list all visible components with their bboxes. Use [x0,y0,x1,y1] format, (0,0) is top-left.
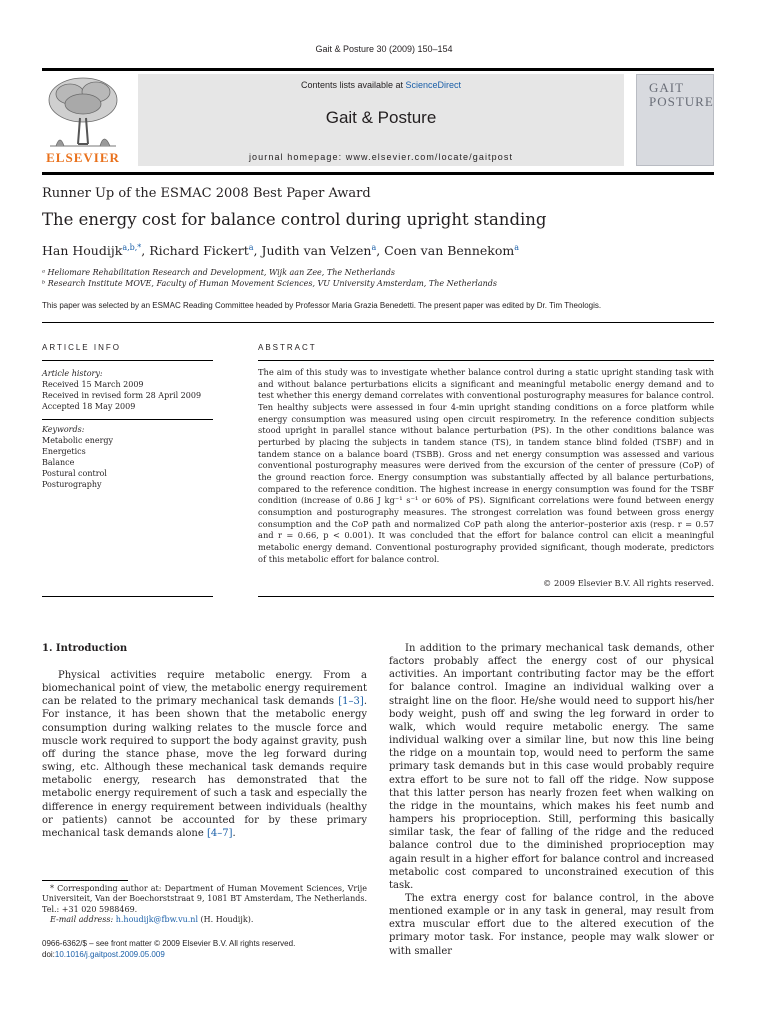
keyword: Energetics [42,447,86,456]
email-suffix: (H. Houdijk). [198,914,254,924]
journal-homepage[interactable]: journal homepage: www.elsevier.com/locate/gaitpost [248,152,514,162]
abstract-copyright: © 2009 Elsevier B.V. All rights reserved. [543,578,714,588]
elsevier-logo [42,74,124,166]
cover-title-line2: POSTURE [649,94,714,109]
accepted-date: Accepted 18 May 2009 [42,402,136,411]
journal-title: Gait & Posture [325,108,437,127]
doi-link[interactable]: 10.1016/j.gaitpost.2009.05.009 [54,950,165,959]
article-info-bottom-rule [42,596,213,597]
email-link[interactable]: h.houdijk@fbw.vu.nl [115,914,199,924]
article-info-rule [42,360,213,361]
introduction-heading: 1. Introduction [42,643,128,654]
award-line: Runner Up of the ESMAC 2008 Best Paper Award [42,186,371,201]
keyword: Posturography [42,480,102,489]
author-affiliation-mark[interactable]: a,b,* [122,243,142,252]
revised-date: Received in revised form 28 April 2009 [42,391,202,400]
article-info-heading: ARTICLE INFO [42,343,121,352]
body-column-right [389,642,714,958]
abstract-text: The aim of this study was to investigate whether balance control during a static upright standing task with and without balance perturbations elicits a significant and meaningful metabolic energy demand and to test whether this energy demand correlates with conventional posturography measures for balance control. Ten healthy subjects were assessed in four 4-min upright standing conditions on a force platform while energy consumption was measured using open circuit respirometry. In the reference condition subjects stood upright in parallel stance without balance perturbation (PS). In the other conditions balance was perturbed by placing the subjects in tandem stance (TS), in tandem stance blind folded (TSBF) and in tandem stance on a balance board (TSBB). Gross and net energy consumption was assessed and various conventional posturography measures were derived from the excursion of the center of pressure (CoP) of the ground reaction force. Energy consumption was substantially affected by all balance perturbations, compared to the reference condition. The highest increase in energy consumption was found for the TSBF condition (increase of 0.86 J kg⁻¹ s⁻¹ or 60% of PS). Significant correlations were found between energy consumption and posturography measures. The strongest correlation was found between gross energy consumption and the CoP path and normalized CoP path along the anterior–posterior axis (resp. r = 0.57 and r = 0.66, p < 0.001). It was concluded that the effort for balance control can elicit a meaningful metabolic energy demand. Conventional posturography provided significant, though moderate, predictors of this metabolic effort for balance control. [258,367,714,564]
author-list [42,243,519,258]
footnote-rule [42,880,128,881]
affiliation-b: ᵇ Research Institute MOVE, Faculty of Human Movement Sciences, VU University Amsterdam, The Netherlands [42,279,497,288]
journal-cover [636,74,714,166]
article-title: The energy cost for balance control during upright standing [42,210,547,229]
author-affiliation-mark[interactable]: a [371,243,377,252]
corresponding-author-footnote [42,884,367,925]
sciencedirect-link[interactable]: ScienceDirect [405,80,462,90]
abstract-rule [258,360,714,361]
keyword: Balance [42,458,75,467]
paragraph-text: Physical activities require metabolic energy. From a biomechanical point of view, the metabolic energy requirement can be related to the primary mechanical task demands [42,670,367,708]
author-name: , Coen van Bennekom [376,243,515,259]
body-column-left [42,669,367,840]
paragraph [42,669,367,840]
doi-line [42,949,295,960]
corresponding-author-text: * Corresponding author at: Department of Human Movement Sciences, Vrije Universiteit, Van der Boechorststraat 9, 1081 BT Amsterdam, The Netherlands. Tel.: +31 020 5988469. [42,884,367,914]
paragraph-text: . [232,827,236,839]
cover-title-line1: GAIT [649,80,685,95]
issn-line: 0966-6362/$ – see front matter © 2009 Elsevier B.V. All rights reserved. [42,939,296,948]
citation-link[interactable]: [4–7] [206,827,233,839]
editorial-note: This paper was selected by an ESMAC Reading Committee headed by Professor Maria Grazia Benedetti. The present paper was edited by Dr. Tim Theologis. [42,301,602,310]
abstract-bottom-rule [258,596,714,597]
abstract-heading: ABSTRACT [258,343,317,352]
keywords-label: Keywords: [42,425,85,434]
journal-reference: Gait & Posture 30 (2009) 150–154 [315,44,453,54]
tree-icon [42,74,124,150]
article-info [42,368,212,490]
history-label: Article history: [42,369,103,378]
keyword: Postural control [42,469,107,478]
contents-line [138,80,624,90]
author-name: Han Houdijk [42,243,123,259]
doi-label: doi: [42,950,55,959]
elsevier-wordmark: ELSEVIER [46,150,120,165]
citation-link[interactable]: [1–3] [338,696,364,708]
received-date: Received 15 March 2009 [42,380,144,389]
author-affiliation-mark[interactable]: a [514,243,520,252]
contents-prefix: Contents lists available at [300,80,406,90]
email-label: E-mail address: [50,914,116,924]
affiliation-a: ᵃ Heliomare Rehabilitation Research and Development, Wijk aan Zee, The Netherlands [42,268,396,277]
author-name: , Richard Fickert [141,243,249,259]
issn-block [42,938,295,960]
keyword: Metabolic energy [42,436,114,445]
header-rule [42,68,714,71]
keywords-rule [42,419,213,420]
paragraph: The extra energy cost for balance control, in the above mentioned example or in any task in general, may result from extra muscular effort due to the altered execution of the primary motor task. For instance, people may walk slower or with smaller [389,892,714,957]
email-line [42,915,367,925]
header-rule-bottom [42,172,714,175]
paragraph: In addition to the primary mechanical task demands, other factors probably affect the energy cost of our physical activities. An important contributing factor may be the effort for balance control. Imagine an individual walking over a straight line on the floor. He/she would need to support his/her body weight, push off and swing the leg forward in order to walk, which would require metabolic energy. The same individual walking over a similar line, but now this line being the ridge on a mountain top, would need to perform the same primary task demands but in this case would probably require extra effort to be sure not to fall off the ridge. Now suppose that this latter person has nearly frozen feet when walking on the ridge in the mountains, which makes his feet numb and hampers his proprioception. Still, performing this basically similar task, the fear of falling of the ridge and the reduced balance control due to the diminished proprioception may again result in a higher effort for balance control and increased metabolic cost compared to unconstrained execution of this task. [389,643,714,891]
author-affiliation-mark[interactable]: a [248,243,254,252]
author-name: , Judith van Velzen [253,243,372,259]
section-divider [42,322,714,323]
paragraph-text: . For instance, it has been shown that the metabolic energy consumption during walking relates to the muscle force and muscle work required to support the body against gravity, push off during the stance phase, move the leg forward during swing, etc. Although these mechanical task demands require metabolic energy, research has demonstrated that the metabolic energy requirement of such a task and especially the difference in energy requirement between individuals (healthy or patients) cannot be accounted for by these primary mechanical task demands alone [42,696,367,839]
